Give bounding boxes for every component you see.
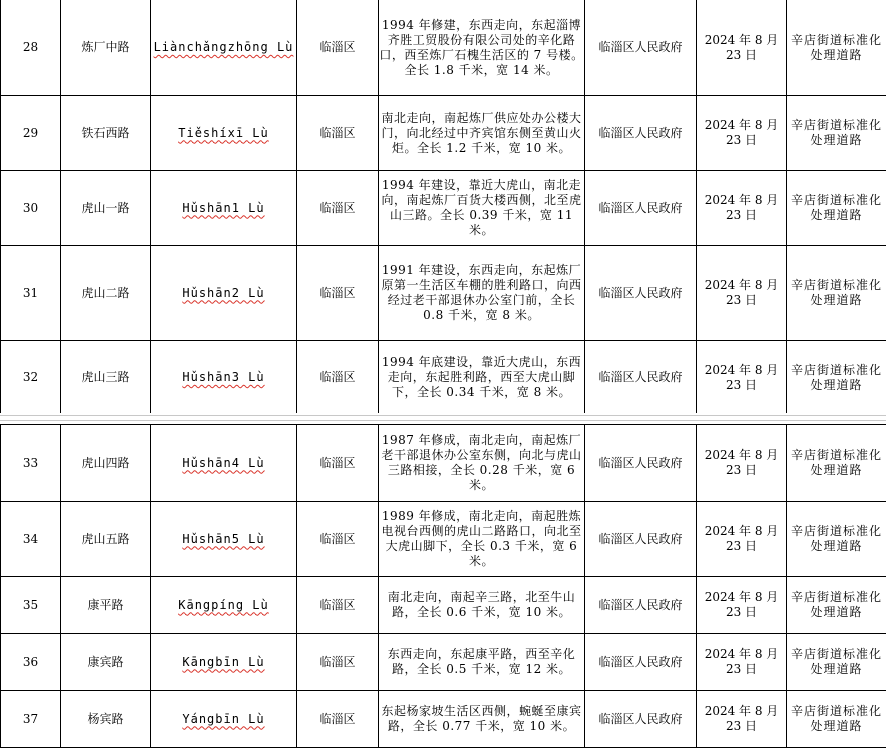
remark: 辛店街道标准化处理道路 bbox=[787, 96, 886, 171]
approval-date: 2024 年 8 月 23 日 bbox=[697, 425, 787, 502]
approving-authority: 临淄区人民政府 bbox=[585, 502, 697, 577]
approval-date: 2024 年 8 月 23 日 bbox=[697, 341, 787, 415]
table-row bbox=[1, 502, 886, 577]
approving-authority: 临淄区人民政府 bbox=[585, 691, 697, 748]
approval-date: 2024 年 8 月 23 日 bbox=[697, 96, 787, 171]
district: 临淄区 bbox=[297, 96, 379, 171]
district: 临淄区 bbox=[297, 577, 379, 634]
road-description: 1989 年修成，南北走向，南起胜炼电视台西侧的虎山二路路口，向北至大虎山脚下，全长 0.3 千米，宽 6 米。 bbox=[379, 502, 585, 577]
road-pinyin bbox=[151, 502, 297, 577]
pinyin-text: Hǔshān5 Lù bbox=[182, 532, 264, 546]
road-pinyin bbox=[151, 577, 297, 634]
road-name: 康宾路 bbox=[61, 634, 151, 691]
row-number: 31 bbox=[1, 246, 61, 341]
pinyin-text: Hǔshān1 Lù bbox=[182, 201, 264, 215]
road-pinyin bbox=[151, 246, 297, 341]
approving-authority: 临淄区人民政府 bbox=[585, 577, 697, 634]
road-pinyin bbox=[151, 0, 297, 96]
district: 临淄区 bbox=[297, 341, 379, 415]
road-name: 虎山五路 bbox=[61, 502, 151, 577]
road-name: 虎山三路 bbox=[61, 341, 151, 415]
district: 临淄区 bbox=[297, 634, 379, 691]
road-pinyin bbox=[151, 96, 297, 171]
approval-date: 2024 年 8 月 23 日 bbox=[697, 577, 787, 634]
pinyin-text: Kāngbīn Lù bbox=[182, 655, 264, 669]
road-description: 1994 年修建，东西走向，东起淄博齐胜工贸股份有限公司处的辛化路口，西至炼厂石槐生活区的 7 号楼。全长 1.8 千米，宽 14 米。 bbox=[379, 0, 585, 96]
remark: 辛店街道标准化处理道路 bbox=[787, 246, 886, 341]
pinyin-text: Yángbīn Lù bbox=[182, 712, 264, 726]
road-pinyin bbox=[151, 171, 297, 246]
approval-date: 2024 年 8 月 23 日 bbox=[697, 171, 787, 246]
road-name: 虎山二路 bbox=[61, 246, 151, 341]
pinyin-text: Hǔshān3 Lù bbox=[182, 370, 264, 384]
row-number: 29 bbox=[1, 96, 61, 171]
remark: 辛店街道标准化处理道路 bbox=[787, 634, 886, 691]
remark: 辛店街道标准化处理道路 bbox=[787, 577, 886, 634]
approving-authority: 临淄区人民政府 bbox=[585, 425, 697, 502]
district: 临淄区 bbox=[297, 691, 379, 748]
page-break-divider bbox=[0, 415, 886, 416]
remark: 辛店街道标准化处理道路 bbox=[787, 171, 886, 246]
district: 临淄区 bbox=[297, 425, 379, 502]
road-description: 南北走向，南起辛三路，北至牛山路，全长 0.6 千米，宽 10 米。 bbox=[379, 577, 585, 634]
road-description: 1987 年修成，南北走向，南起炼厂老干部退休办公室东侧，向北与虎山三路相接，全长 0.28 千米，宽 6 米。 bbox=[379, 425, 585, 502]
road-name: 虎山一路 bbox=[61, 171, 151, 246]
road-name: 虎山四路 bbox=[61, 425, 151, 502]
road-description: 南北走向，南起炼厂供应处办公楼大门，向北经过中齐宾馆东侧至黄山火炬。全长 1.2 千米，宽 10 米。 bbox=[379, 96, 585, 171]
approval-date: 2024 年 8 月 23 日 bbox=[697, 0, 787, 96]
road-names-table-page-2 bbox=[0, 424, 886, 748]
table-row bbox=[1, 96, 886, 171]
pinyin-text: Tiěshíxī Lù bbox=[178, 126, 268, 140]
row-number: 28 bbox=[1, 0, 61, 96]
table-row bbox=[1, 0, 886, 96]
table-row bbox=[1, 246, 886, 341]
table-row bbox=[1, 577, 886, 634]
road-name: 杨宾路 bbox=[61, 691, 151, 748]
page-break bbox=[0, 413, 886, 423]
pinyin-text: Kāngpíng Lù bbox=[178, 598, 268, 612]
road-pinyin bbox=[151, 634, 297, 691]
table-row bbox=[1, 691, 886, 748]
approving-authority: 临淄区人民政府 bbox=[585, 171, 697, 246]
road-pinyin bbox=[151, 341, 297, 415]
approval-date: 2024 年 8 月 23 日 bbox=[697, 691, 787, 748]
table-row bbox=[1, 634, 886, 691]
road-pinyin bbox=[151, 691, 297, 748]
pinyin-text: Liànchǎngzhōng Lù bbox=[154, 40, 294, 54]
remark: 辛店街道标准化处理道路 bbox=[787, 425, 886, 502]
remark: 辛店街道标准化处理道路 bbox=[787, 0, 886, 96]
row-number: 35 bbox=[1, 577, 61, 634]
row-number: 36 bbox=[1, 634, 61, 691]
district: 临淄区 bbox=[297, 0, 379, 96]
row-number: 30 bbox=[1, 171, 61, 246]
approval-date: 2024 年 8 月 23 日 bbox=[697, 246, 787, 341]
remark: 辛店街道标准化处理道路 bbox=[787, 691, 886, 748]
row-number: 37 bbox=[1, 691, 61, 748]
row-number: 33 bbox=[1, 425, 61, 502]
district: 临淄区 bbox=[297, 502, 379, 577]
district: 临淄区 bbox=[297, 171, 379, 246]
table-row bbox=[1, 341, 886, 415]
table-row bbox=[1, 425, 886, 502]
remark: 辛店街道标准化处理道路 bbox=[787, 502, 886, 577]
pinyin-text: Hǔshān2 Lù bbox=[182, 286, 264, 300]
road-description: 1994 年建设，靠近大虎山，南北走向，南起炼厂百货大楼西侧，北至虎山三路。全长 0.39 千米，宽 11 米。 bbox=[379, 171, 585, 246]
approval-date: 2024 年 8 月 23 日 bbox=[697, 502, 787, 577]
row-number: 32 bbox=[1, 341, 61, 415]
road-name: 康平路 bbox=[61, 577, 151, 634]
road-pinyin bbox=[151, 425, 297, 502]
road-name: 炼厂中路 bbox=[61, 0, 151, 96]
approving-authority: 临淄区人民政府 bbox=[585, 341, 697, 415]
page-break-divider bbox=[0, 420, 886, 421]
approving-authority: 临淄区人民政府 bbox=[585, 634, 697, 691]
approving-authority: 临淄区人民政府 bbox=[585, 96, 697, 171]
road-name: 铁石西路 bbox=[61, 96, 151, 171]
approving-authority: 临淄区人民政府 bbox=[585, 246, 697, 341]
road-description: 1994 年底建设，靠近大虎山，东西走向，东起胜利路，西至大虎山脚下，全长 0.34 千米，宽 8 米。 bbox=[379, 341, 585, 415]
approving-authority: 临淄区人民政府 bbox=[585, 0, 697, 96]
road-description: 东西走向，东起康平路，西至辛化路，全长 0.5 千米，宽 12 米。 bbox=[379, 634, 585, 691]
row-number: 34 bbox=[1, 502, 61, 577]
pinyin-text: Hǔshān4 Lù bbox=[182, 456, 264, 470]
district: 临淄区 bbox=[297, 246, 379, 341]
road-description: 东起杨家坡生活区西侧，蜿蜒至康宾路，全长 0.77 千米，宽 10 米。 bbox=[379, 691, 585, 748]
table-row bbox=[1, 171, 886, 246]
approval-date: 2024 年 8 月 23 日 bbox=[697, 634, 787, 691]
road-description: 1991 年建设，东西走向，东起炼厂原第一生活区车棚的胜利路口，向西经过老干部退休办公室门前，全长 0.8 千米，宽 8 米。 bbox=[379, 246, 585, 341]
remark: 辛店街道标准化处理道路 bbox=[787, 341, 886, 415]
